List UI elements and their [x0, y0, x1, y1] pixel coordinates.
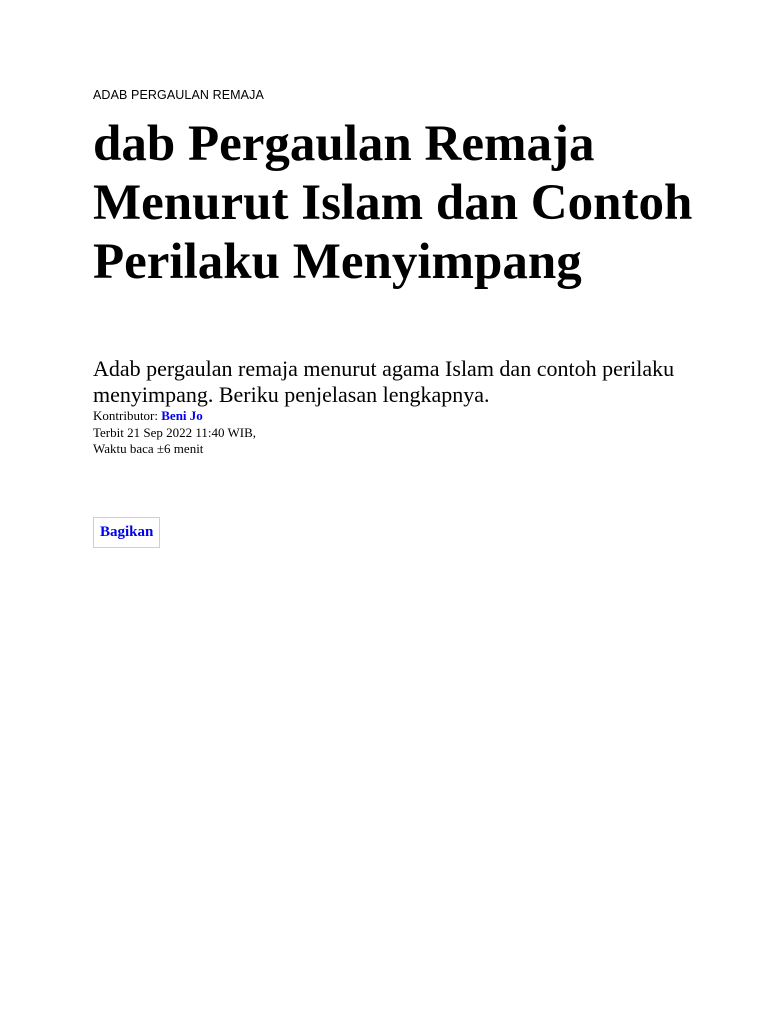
article-meta	[93, 408, 256, 458]
share-button[interactable]: Bagikan	[93, 517, 160, 548]
publish-date: Terbit 21 Sep 2022 11:40 WIB,	[93, 424, 257, 440]
contributor-link[interactable]: Beni Jo	[161, 408, 203, 423]
contributor-label: Kontributor:	[93, 408, 158, 423]
category-label: ADAB PERGAULAN REMAJA	[93, 88, 264, 102]
article-title: dab Pergaulan Remaja Menurut Islam dan Contoh Perilaku Menyimpang	[93, 116, 693, 290]
article-subtitle: Adab pergaulan remaja menurut agama Islam dan contoh perilaku menyimpang. Beriku penjelasan lengkapnya.	[93, 356, 675, 407]
reading-time: Waktu baca ±6 menit	[93, 441, 204, 456]
contributor-line	[93, 408, 256, 425]
